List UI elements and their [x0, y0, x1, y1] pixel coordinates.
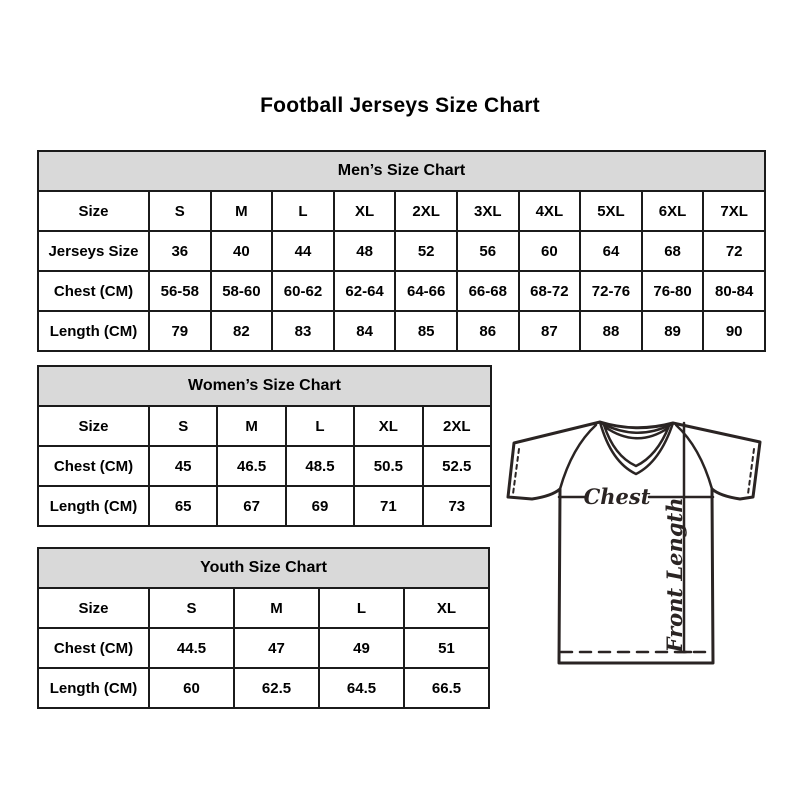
- column-header: S: [149, 406, 217, 446]
- cell: 82: [211, 311, 273, 351]
- cell: 60-62: [272, 271, 334, 311]
- cell: 48: [334, 231, 396, 271]
- row-label: Chest (CM): [38, 628, 149, 668]
- cell: 83: [272, 311, 334, 351]
- youth-size-table: [37, 547, 490, 709]
- table-title: Women’s Size Chart: [38, 366, 491, 406]
- cell: 68-72: [519, 271, 581, 311]
- cell: 51: [404, 628, 489, 668]
- cell: 76-80: [642, 271, 704, 311]
- row-label: Length (CM): [38, 668, 149, 708]
- row-label: Chest (CM): [38, 271, 149, 311]
- cell: 48.5: [286, 446, 354, 486]
- column-header: XL: [354, 406, 422, 446]
- column-header: 4XL: [519, 191, 581, 231]
- front-length-label: Front Length: [662, 497, 687, 653]
- cell: 49: [319, 628, 404, 668]
- column-header: L: [286, 406, 354, 446]
- chest-label: Chest: [583, 484, 651, 509]
- cell: 45: [149, 446, 217, 486]
- column-header: Size: [38, 588, 149, 628]
- cell: 66-68: [457, 271, 519, 311]
- cell: 62.5: [234, 668, 319, 708]
- cell: 64-66: [395, 271, 457, 311]
- column-header: 2XL: [395, 191, 457, 231]
- column-header: Size: [38, 406, 149, 446]
- column-header: XL: [334, 191, 396, 231]
- cell: 52.5: [423, 446, 491, 486]
- cell: 72: [703, 231, 765, 271]
- cell: 66.5: [404, 668, 489, 708]
- row-label: Length (CM): [38, 311, 149, 351]
- cell: 52: [395, 231, 457, 271]
- cell: 68: [642, 231, 704, 271]
- cell: 87: [519, 311, 581, 351]
- table-title: Youth Size Chart: [38, 548, 489, 588]
- cell: 62-64: [334, 271, 396, 311]
- cell: 84: [334, 311, 396, 351]
- cell: 60: [149, 668, 234, 708]
- cell: 40: [211, 231, 273, 271]
- column-header: L: [272, 191, 334, 231]
- column-header: M: [234, 588, 319, 628]
- table-title: Men’s Size Chart: [38, 151, 765, 191]
- cell: 80-84: [703, 271, 765, 311]
- cell: 86: [457, 311, 519, 351]
- cell: 89: [642, 311, 704, 351]
- cell: 71: [354, 486, 422, 526]
- column-header: 5XL: [580, 191, 642, 231]
- column-header: 6XL: [642, 191, 704, 231]
- column-header: 3XL: [457, 191, 519, 231]
- column-header: S: [149, 588, 234, 628]
- cell: 50.5: [354, 446, 422, 486]
- womens-size-table: [37, 365, 492, 527]
- cell: 60: [519, 231, 581, 271]
- column-header: S: [149, 191, 211, 231]
- cell: 88: [580, 311, 642, 351]
- cell: 56: [457, 231, 519, 271]
- column-header: L: [319, 588, 404, 628]
- jersey-diagram: [500, 415, 770, 670]
- cell: 58-60: [211, 271, 273, 311]
- cell: 67: [217, 486, 285, 526]
- cell: 47: [234, 628, 319, 668]
- cell: 46.5: [217, 446, 285, 486]
- column-header: M: [211, 191, 273, 231]
- row-label: Jerseys Size: [38, 231, 149, 271]
- cell: 44.5: [149, 628, 234, 668]
- column-header: Size: [38, 191, 149, 231]
- column-header: M: [217, 406, 285, 446]
- cell: 65: [149, 486, 217, 526]
- page-title: Football Jerseys Size Chart: [260, 94, 540, 117]
- column-header: 7XL: [703, 191, 765, 231]
- cell: 69: [286, 486, 354, 526]
- row-label: Length (CM): [38, 486, 149, 526]
- cell: 72-76: [580, 271, 642, 311]
- cell: 90: [703, 311, 765, 351]
- sleeve-seam-right: [676, 425, 712, 489]
- cell: 44: [272, 231, 334, 271]
- cell: 64.5: [319, 668, 404, 708]
- cell: 56-58: [149, 271, 211, 311]
- column-header: XL: [404, 588, 489, 628]
- mens-size-table: [37, 150, 766, 352]
- row-label: Chest (CM): [38, 446, 149, 486]
- sleeve-seam-left: [560, 425, 596, 489]
- cell: 85: [395, 311, 457, 351]
- cell: 64: [580, 231, 642, 271]
- cell: 36: [149, 231, 211, 271]
- cell: 73: [423, 486, 491, 526]
- cell: 79: [149, 311, 211, 351]
- jersey-outline-path: [508, 422, 760, 663]
- column-header: 2XL: [423, 406, 491, 446]
